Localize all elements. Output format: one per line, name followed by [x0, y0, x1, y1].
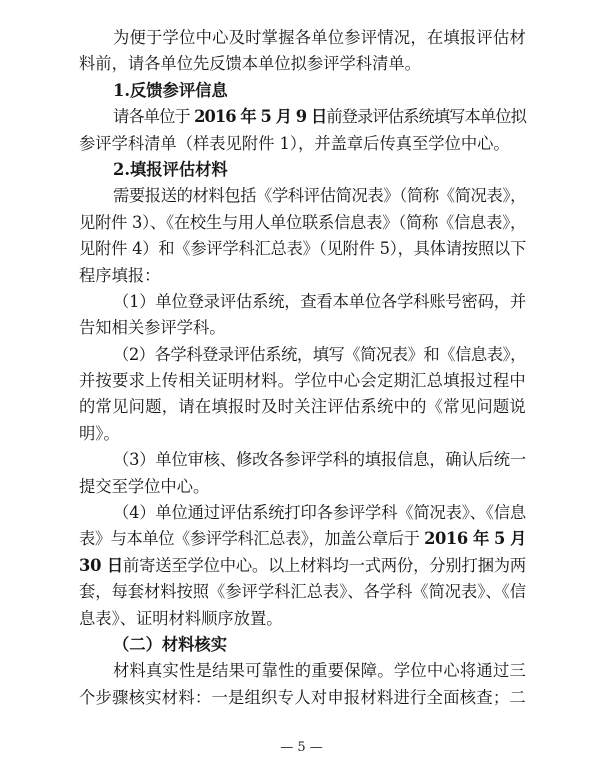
heading-text: （二）材料核实: [113, 634, 227, 654]
text-line: [79, 394, 527, 420]
line-text: 并按要求上传相关证明材料。学位中心会定期汇总填报过程中: [79, 371, 526, 391]
text-line: [79, 315, 527, 341]
text-line: [113, 447, 527, 473]
line-text: 套，每套材料按照《参评学科汇总表》、各学科《简况表》、《信: [79, 582, 526, 602]
text-line: [79, 421, 527, 447]
document-body: [79, 25, 527, 711]
text-segment: 表》与本单位《参评学科汇总表》，加盖公章后于: [79, 529, 425, 549]
line-text: 明》。: [79, 423, 120, 443]
line-text: 材料真实性是结果可靠性的重要保障。学位中心将通过三: [113, 661, 526, 681]
line-text: 为便于学位中心及时掌握各单位参评情况，在填报评估材: [113, 28, 526, 47]
text-segment: 请各单位于: [113, 107, 195, 127]
line-text: [79, 529, 526, 548]
line-text: （4）单位通过评估系统打印各参评学科《简况表》、《信息: [113, 503, 526, 523]
text-line: [79, 51, 527, 77]
text-line: [79, 685, 527, 711]
section-heading: [113, 157, 527, 183]
text-line: [113, 25, 527, 51]
text-line: [79, 579, 527, 605]
text-line: [79, 210, 527, 236]
line-text: 见附件 4）和《参评学科汇总表》（见附件 5），具体请按照以下: [79, 239, 527, 259]
line-text: 提交至学位中心。: [79, 476, 210, 496]
deadline-date: 2016 年 5 月: [424, 529, 526, 549]
line-text: [113, 107, 526, 126]
line-text: 参评学科清单（样表见附件 1），并盖章后传真至学位中心。: [79, 133, 510, 153]
line-text: 告知相关参评学科。: [79, 318, 226, 338]
heading-text: 1.反馈参评信息: [113, 80, 228, 100]
text-line: [79, 131, 527, 157]
text-line: [113, 342, 527, 368]
line-text: 料前，请各单位先反馈本单位拟参评学科清单。: [79, 54, 421, 74]
text-line: [113, 658, 527, 684]
line-text: 见附件 3）、《在校生与用人单位联系信息表》（简称《信息表》，: [79, 212, 526, 232]
text-segment: 前登录评估系统填写本单位拟: [326, 107, 526, 127]
page-number: — 5 —: [280, 740, 323, 755]
text-line: [113, 183, 527, 209]
text-line: [113, 500, 527, 526]
section-heading: [113, 632, 527, 658]
text-line: [79, 606, 527, 632]
text-line: [79, 553, 527, 579]
section-heading: [113, 78, 527, 104]
line-text: 程序填报：: [79, 265, 161, 285]
line-text: （2）各学科登录评估系统，填写《简况表》和《信息表》，: [113, 344, 526, 364]
text-segment: 前寄送至学位中心。以上材料均一式两份，分别打捆为两: [122, 555, 526, 575]
text-line: [113, 289, 527, 315]
text-line: [79, 368, 527, 394]
deadline-date: 30 日: [79, 555, 123, 575]
text-line: [113, 104, 527, 130]
line-text: （3）单位审核、修改各参评学科的填报信息，确认后统一: [113, 450, 526, 470]
line-text: 息表》、证明材料顺序放置。: [79, 608, 283, 628]
heading-text: 2.填报评估材料: [113, 159, 228, 179]
text-line: [79, 474, 527, 500]
line-text: 需要报送的材料包括《学科评估简况表》（简称《简况表》，: [113, 186, 526, 206]
line-text: [79, 556, 526, 575]
deadline-date: 2016 年 5 月 9 日: [194, 107, 327, 127]
line-text: （1）单位登录评估系统，查看本单位各学科账号密码，并: [113, 291, 526, 311]
line-text: 个步骤核实材料：一是组织专人对申报材料进行全面核查；二: [79, 687, 526, 707]
line-text: 的常见问题，请在填报时及时关注评估系统中的《常见问题说: [79, 397, 526, 417]
text-line: [79, 236, 527, 262]
text-line: [79, 526, 527, 552]
text-line: [79, 263, 527, 289]
